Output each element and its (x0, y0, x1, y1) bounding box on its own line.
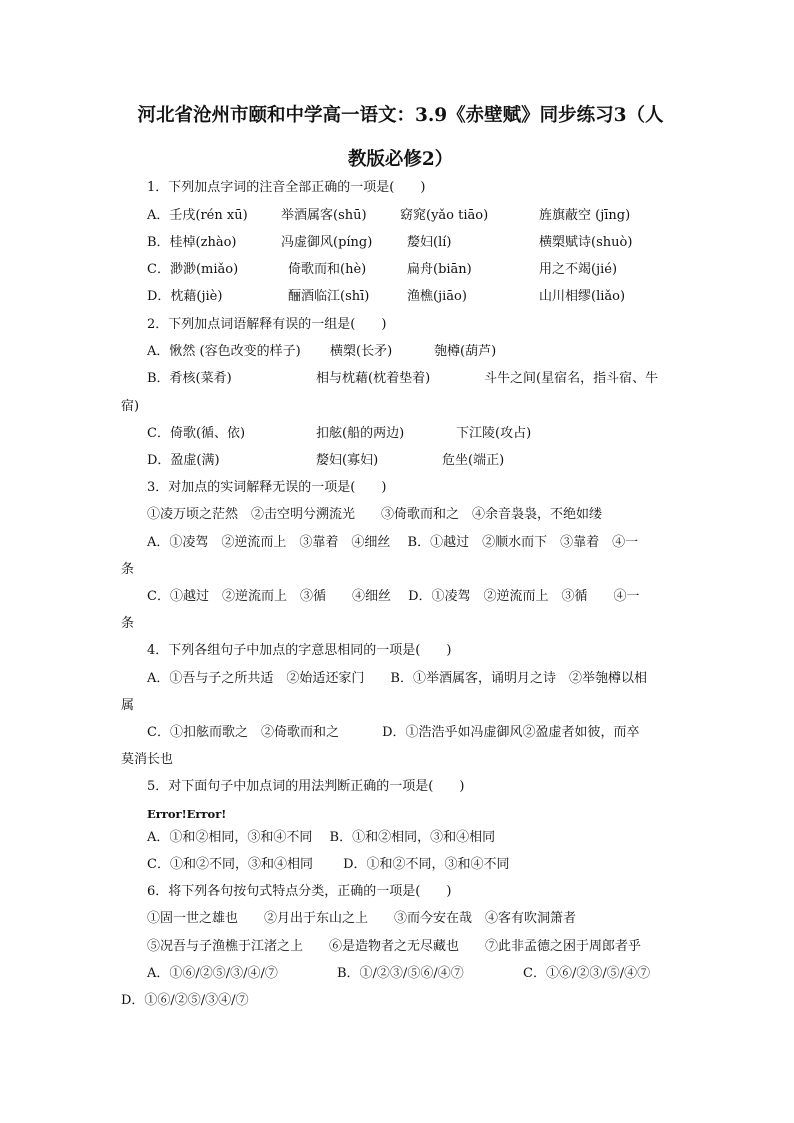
q2-option-d-3: 危坐(端正) (442, 453, 505, 468)
q1-option-b-4: 横槊赋诗(shuò) (539, 235, 633, 250)
q5-options-ab: A．①和②相同，③和④不同 B．①和②相同，③和④相同 (147, 830, 496, 845)
document-title-line-1: 河北省沧州市颐和中学高一语文：3.9《赤壁赋》同步练习3（人 (137, 105, 664, 126)
q1-option-b-1: B．桂棹(zhào) (147, 235, 237, 250)
q2-option-c-2: 扣舷(船的两边) (316, 426, 405, 441)
q1-option-a-2: 举酒属客(shū) (281, 208, 367, 223)
q4-options-cd: C．①扣舷而歌之 ②倚歌而和之 D．①浩浩乎如冯虚御风②盈虚者如彼，而卒 (147, 725, 640, 740)
document-title-line-2: 教版必修2） (347, 149, 454, 170)
q1-option-a-3: 窈窕(yǎo tiāo) (400, 208, 489, 223)
q2-stem: 2．下列加点词语解释有误的一组是( ) (147, 317, 387, 332)
q1-option-a-4: 旌旗蔽空 (jīng) (539, 208, 631, 223)
q3-items: ①凌万顷之茫然 ②击空明兮溯流光 ③倚歌而和之 ④余音袅袅，不绝如缕 (147, 507, 603, 522)
q2-option-d-2: 嫠妇(寡妇) (316, 453, 379, 468)
q3-options-cd: C．①越过 ②逆流而上 ③循 ④细丝 D．①凌驾 ②逆流而上 ③循 ④一 (147, 589, 640, 604)
q5-stem: 5．对下面句子中加点词的用法判断正确的一项是( ) (147, 779, 465, 794)
q1-stem: 1．下列加点字词的注音全部正确的一项是( ) (147, 180, 426, 195)
q2-option-a-1: A．愀然 (容色改变的样子) (147, 344, 301, 359)
q4-options-ab-continuation: 属 (121, 698, 135, 713)
q2-option-c-3: 下江陵(攻占) (456, 426, 532, 441)
q1-option-d-1: D．枕藉(jiè) (147, 289, 223, 304)
q1-option-b-2: 冯虚御风(píng) (281, 235, 373, 250)
q3-options-ab: A．①凌驾 ②逆流而上 ③靠着 ④细丝 B．①越过 ②顺水而下 ③靠着 ④一 (147, 535, 639, 550)
q2-option-b-1: B．肴核(菜肴) (147, 371, 232, 386)
q2-option-a-3: 匏樽(葫芦) (434, 344, 497, 359)
q6-option-d: D．①⑥/②⑤/③④/⑦ (121, 993, 249, 1008)
q3-options-cd-continuation: 条 (121, 616, 135, 631)
q1-option-c-2: 倚歌而和(hè) (288, 262, 367, 277)
q1-option-a-1: A．壬戌(rén xū) (147, 208, 248, 223)
q2-option-b-continuation: 宿) (121, 399, 140, 414)
q2-option-c-1: C．倚歌(循、依) (147, 426, 246, 441)
q6-stem: 6．将下列各句按句式特点分类，正确的一项是( ) (147, 884, 452, 899)
q3-stem: 3．对加点的实词解释无误的一项是( ) (147, 480, 387, 495)
q1-option-d-2: 酾酒临江(shī) (288, 289, 370, 304)
q1-option-d-4: 山川相缪(liǎo) (539, 289, 626, 304)
q1-option-d-3: 渔樵(jiāo) (407, 289, 467, 304)
q1-option-c-3: 扁舟(biān) (407, 262, 472, 277)
q6-option-a: A．①⑥/②⑤/③/④/⑦ (147, 966, 278, 981)
q6-items-line-1: ①固一世之雄也 ②月出于东山之上 ③而今安在哉 ④客有吹洞箫者 (147, 911, 577, 926)
q4-options-ab: A．①吾与子之所共适 ②始适还家门 B．①举酒属客，诵明月之诗 ②举匏樽以相 (147, 671, 647, 686)
q1-option-c-1: C．渺渺(miǎo) (147, 262, 239, 277)
q1-option-c-4: 用之不竭(jié) (539, 262, 618, 277)
q3-options-ab-continuation: 条 (121, 562, 135, 577)
q6-items-line-2: ⑤况吾与子渔樵于江渚之上 ⑥是造物者之无尽藏也 ⑦此非孟德之困于周郎者乎 (147, 939, 642, 954)
q2-option-b-3: 斗牛之间(星宿名，指斗宿、牛 (484, 371, 659, 386)
q5-options-cd: C．①和②不同，③和④相同 D．①和②不同，③和④不同 (147, 857, 510, 872)
q2-option-d-1: D．盈虚(满) (147, 453, 220, 468)
q4-stem: 4．下列各组句子中加点的字意思相同的一项是( ) (147, 643, 452, 658)
q6-option-b: B．①/②③/⑤⑥/④⑦ (337, 966, 464, 981)
q6-option-c: C．①⑥/②③/⑤/④⑦ (523, 966, 651, 981)
q2-option-b-2: 相与枕藉(枕着垫着) (316, 371, 431, 386)
q1-option-b-3: 嫠妇(lí) (407, 235, 452, 250)
q4-options-cd-continuation: 莫消长也 (121, 752, 174, 767)
q2-option-a-2: 横槊(长矛) (330, 344, 393, 359)
q5-error-text: Error!Error! (147, 807, 227, 821)
